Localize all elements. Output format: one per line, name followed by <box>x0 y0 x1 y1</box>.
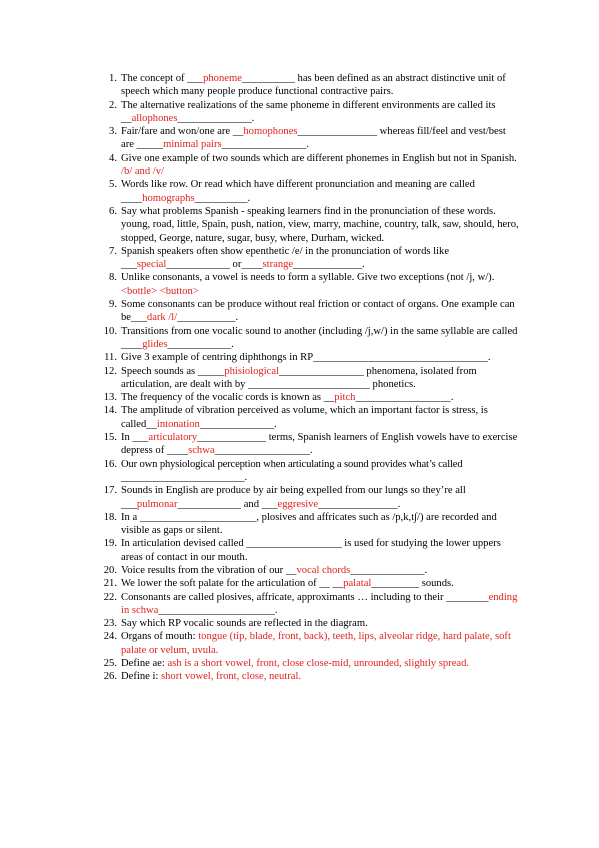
question-number: 7. <box>109 245 117 257</box>
answer-text: special <box>136 259 167 271</box>
question-item <box>109 245 521 272</box>
question-text <box>121 299 515 323</box>
question-number: 19. <box>103 538 117 550</box>
question-text-segment: _____________. <box>293 259 365 271</box>
question-number: 21. <box>103 578 117 590</box>
answer-text: glides <box>142 338 168 350</box>
answer-text: tongue (tip, blade, front, back), teeth, lips, alveolar ridge, hard palate, soft palate or velum, uvula. <box>121 631 511 656</box>
question-number: 4. <box>109 152 117 164</box>
question-text <box>121 352 491 363</box>
question-text-segment: Spanish speakers often show epenthetic /e/ in the pronunciation of words like ___ <box>121 245 450 271</box>
question-number: 12. <box>103 365 117 377</box>
question-text-segment: In ___ <box>121 432 149 444</box>
answer-text: intonation <box>156 418 200 430</box>
question-text <box>121 326 517 350</box>
question-item <box>103 630 521 657</box>
question-list <box>103 72 521 684</box>
question-text <box>121 206 496 217</box>
question-text <box>121 459 462 483</box>
question-text <box>121 246 449 270</box>
question-item <box>109 99 521 126</box>
question-item <box>103 617 521 630</box>
question-text-segment: Say what problems Spanish - speaking learners find in the pronunciation of these words. <box>121 205 496 217</box>
question-text-segment: ______________________. <box>158 604 278 616</box>
question-item <box>109 178 521 205</box>
question-text-segment: __________. <box>194 192 251 204</box>
question-item <box>109 152 521 179</box>
question-number: 13. <box>103 392 117 404</box>
question-text-segment: The concept of ___ <box>121 73 204 84</box>
question-number: 6. <box>109 205 117 217</box>
question-text-segment: ______________. <box>350 564 428 576</box>
question-text <box>121 272 494 296</box>
question-number: 22. <box>103 591 117 603</box>
question-text <box>121 392 453 403</box>
question-text-segment: Consonants are called plosives, affricate, approximants … including to their ________ <box>121 591 489 603</box>
question-number: 16. <box>103 458 117 470</box>
question-text-segment: ________________ phenomena, isolated from articulation, are dealt with by _______________________ phonetics. <box>121 365 477 390</box>
question-item <box>103 431 521 458</box>
question-text-segment: We lower the soft palate for the articulation of __ __ <box>121 578 344 590</box>
question-text-segment: The alternative realizations of the same phoneme in different environments are called its __ <box>121 99 496 124</box>
answer-text: allophones <box>131 112 178 124</box>
answer-text: palatal <box>343 578 372 590</box>
word-list: young, road, little, Spain, push, nation, view, marry, machine, country, talk, saw, should, hero, stopped, George, nature, sugar, busy, where, Durham, wicked. <box>121 219 519 244</box>
question-number: 23. <box>103 618 117 630</box>
question-text <box>121 179 475 203</box>
question-text-segment: _________ sounds. <box>371 578 454 590</box>
answer-text: /b/ and /v/ <box>121 166 164 178</box>
question-number: 11. <box>104 352 117 364</box>
question-item <box>104 351 521 364</box>
answer-text: pitch <box>334 392 356 404</box>
question-number: 9. <box>109 299 117 311</box>
question-text-segment: ________________. <box>221 139 310 151</box>
question-text-segment: In a ______________________, plosives and affricates such as /p,k,t∫/) are recorded and visible as gaps or silent. <box>121 511 497 537</box>
question-text <box>121 671 301 682</box>
question-number: 20. <box>103 564 117 576</box>
question-text <box>121 578 454 589</box>
answer-text: homographs <box>142 192 195 204</box>
question-text <box>121 100 496 124</box>
question-text <box>121 153 517 177</box>
question-number: 5. <box>109 179 117 191</box>
question-item <box>103 577 521 590</box>
question-number: 25. <box>103 658 117 670</box>
question-text <box>121 432 517 456</box>
question-item <box>103 670 521 683</box>
question-item <box>103 564 521 577</box>
question-text <box>121 565 427 576</box>
question-number: 8. <box>109 272 117 284</box>
answer-text: short vowel, front, close, neutral. <box>161 671 302 683</box>
question-item <box>109 298 521 325</box>
question-item <box>109 205 521 245</box>
question-text <box>121 366 477 390</box>
question-text-segment: ____________. <box>167 338 234 350</box>
question-item <box>109 125 521 152</box>
question-number: 18. <box>103 511 117 523</box>
question-text-segment: ____________ or____ <box>166 259 263 271</box>
question-number: 10. <box>103 325 117 337</box>
question-text-segment: Fair/fare and won/one are __ <box>121 126 244 138</box>
question-text-segment: ____________ and ___ <box>177 498 278 510</box>
question-text-segment: _______________ whereas fill/feel and vest/best are _____ <box>121 126 506 151</box>
question-item <box>103 458 521 485</box>
answer-text: ending in schwa <box>121 591 518 616</box>
question-text-segment: ______________. <box>177 112 255 124</box>
question-text-segment: Give one example of two sounds which are different phonemes in English but not in Spanish. <box>121 152 517 164</box>
question-text-segment: The amplitude of vibration perceived as volume, which an important factor is stress, is called__ <box>121 405 488 430</box>
question-item <box>103 484 521 511</box>
question-text-segment: Unlike consonants, a vowel is needs to form a syllable. Give two exceptions (not /j, w/). <box>121 272 495 284</box>
question-text <box>121 405 488 429</box>
answer-text: vocal chords <box>296 564 351 576</box>
question-item <box>103 537 521 564</box>
question-item <box>103 657 521 670</box>
question-number: 17. <box>103 485 117 497</box>
question-item <box>109 271 521 298</box>
question-text-segment: Speech sounds as _____ <box>121 365 225 377</box>
answer-text: articulatory <box>148 432 198 444</box>
question-text-segment: In articulation devised called __________________ is used for studying the lower uppers areas of contact in our mouth. <box>121 538 501 563</box>
question-number: 3. <box>109 126 117 138</box>
question-text-segment: Transitions from one vocalic sound to another (including /j,w/) in the same syllable are called ____ <box>121 325 518 350</box>
question-item <box>109 72 521 99</box>
answer-text: strange <box>262 259 294 271</box>
question-text-segment: _____________ terms, Spanish learners of English vowels have to exercise depress of ____ <box>121 432 518 457</box>
question-text-segment: Voice results from the vibration of our __ <box>121 564 297 576</box>
answer-text: phisiological <box>224 365 280 377</box>
question-text-segment: Define ae: <box>121 658 168 670</box>
question-text-segment: __________ has been defined as an abstract distinctive unit of speech which many people produce functional contractive pairs. <box>121 73 506 98</box>
question-text-segment: Words like row. Or read which have different pronunciation and meaning are called ____ <box>121 179 475 204</box>
question-number: 26. <box>103 671 117 683</box>
answer-text: dark /l/ <box>146 312 178 324</box>
question-item <box>103 365 521 392</box>
question-text-segment: Organs of mouth: <box>121 631 199 643</box>
question-number: 14. <box>103 405 117 417</box>
question-text-segment: ______________. <box>199 418 277 430</box>
answer-text: phoneme <box>203 73 242 84</box>
question-text-segment: _______________. <box>318 498 401 510</box>
question-item <box>103 511 521 538</box>
question-text <box>121 592 517 616</box>
question-text-segment: Some consonants can be produce without real friction or contact of organs. One example can be___ <box>121 299 515 324</box>
answer-text: homophones <box>243 126 298 138</box>
question-text-segment: Sounds in English are produce by air being expelled from our lungs so they’re all ___ <box>121 485 466 510</box>
answer-text: eggresive <box>277 498 319 510</box>
question-text-segment: __________________. <box>214 445 313 457</box>
question-text <box>121 485 466 509</box>
question-text <box>121 126 506 150</box>
question-text-segment: Define i: <box>121 671 162 683</box>
answer-text: ash is a short vowel, front, close close-mid, unrounded, slightly spread. <box>167 658 470 670</box>
question-text-segment: ___________. <box>177 312 239 324</box>
question-number: 15. <box>103 432 117 444</box>
question-text <box>121 512 497 536</box>
answer-text: schwa <box>188 445 215 457</box>
question-text <box>121 73 506 97</box>
question-item <box>103 404 521 431</box>
question-number: 2. <box>109 99 117 111</box>
answer-text: pulmonar <box>136 498 178 510</box>
question-text <box>121 658 469 669</box>
question-text <box>121 538 501 562</box>
answer-text: <bottle> <button> <box>121 285 199 297</box>
question-text-segment: __________________. <box>355 392 454 404</box>
question-text <box>121 618 368 629</box>
answer-text: minimal pairs <box>163 139 222 151</box>
question-number: 1. <box>109 73 117 84</box>
question-text-segment: Say which RP vocalic sounds are reflected in the diagram. <box>121 618 368 630</box>
question-text-segment: Give 3 example of centring diphthongs in RP_________________________________. <box>121 352 491 364</box>
question-text-segment: Our own physiological perception when articulating a sound provides what’s called ________________________. <box>121 458 463 483</box>
question-number: 24. <box>103 631 117 643</box>
question-item <box>103 325 521 352</box>
question-item <box>103 591 521 618</box>
question-text <box>121 631 511 655</box>
question-text-segment: The frequency of the vocalic cords is known as __ <box>121 392 335 404</box>
question-item <box>103 391 521 404</box>
